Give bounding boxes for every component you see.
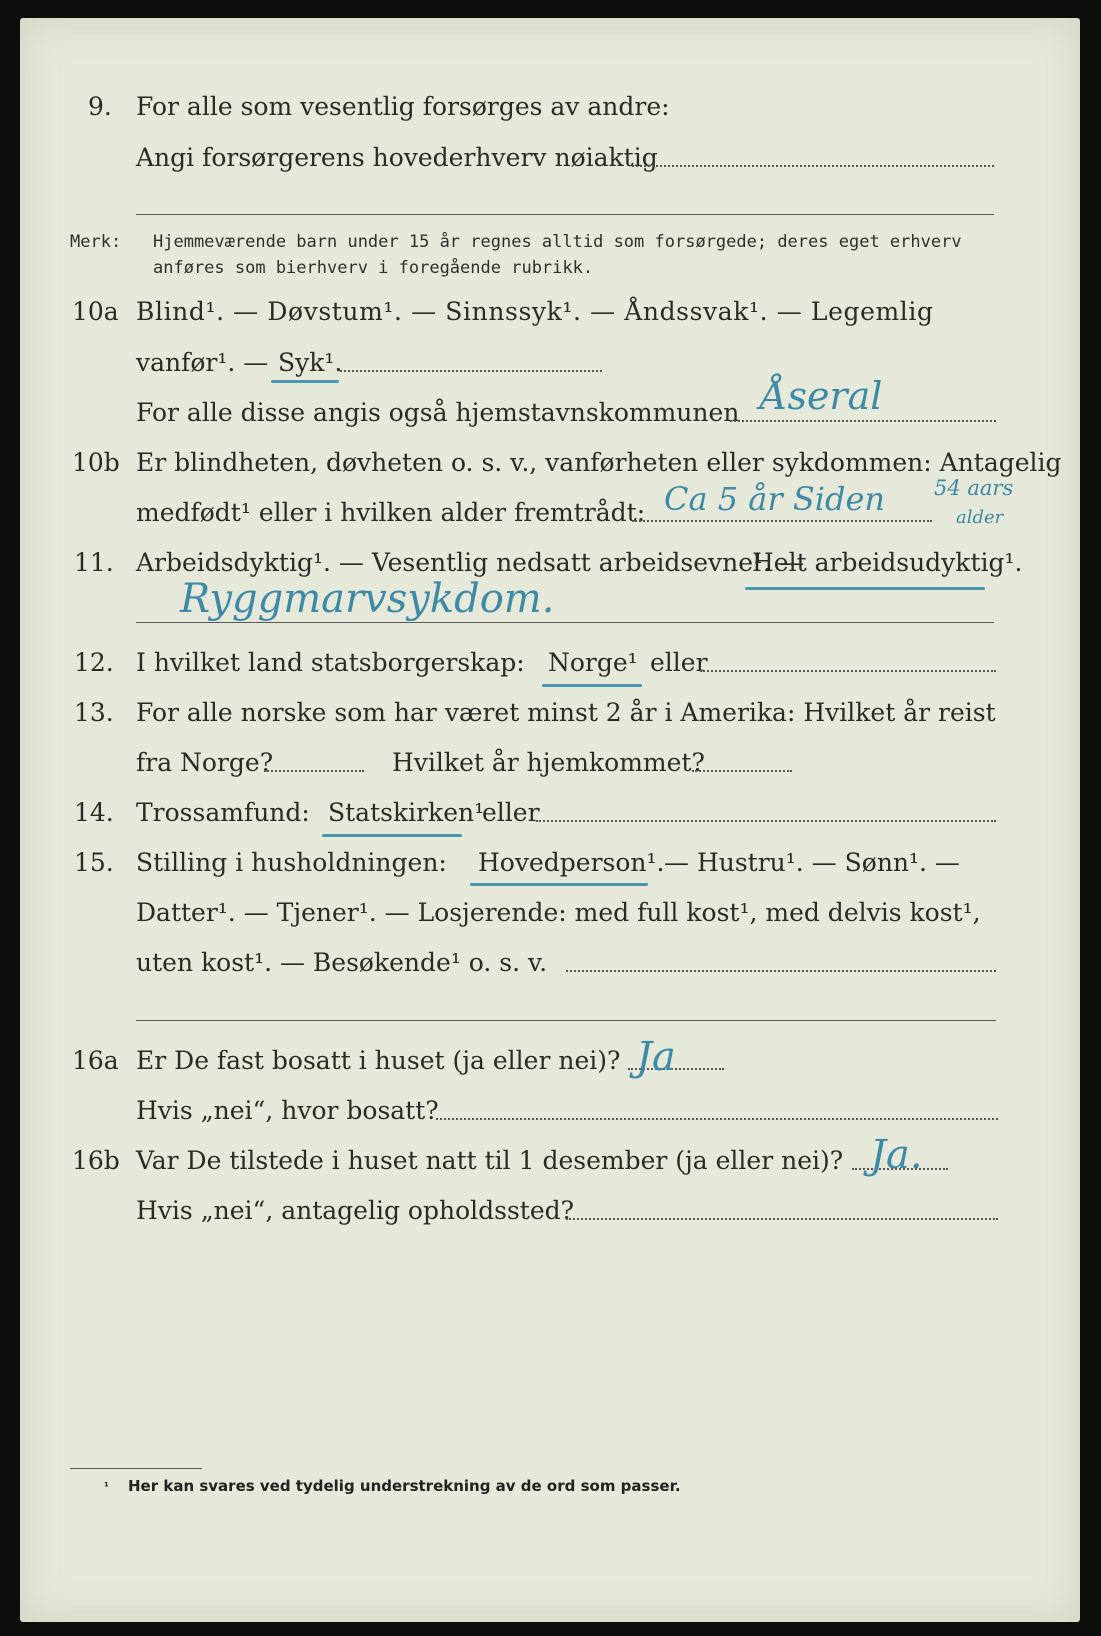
question-text: For alle norske som har været minst 2 år i Amerika: Hvilket år reist [136, 698, 996, 727]
question-text: vanfør¹. — [136, 348, 269, 377]
question-text: eller [482, 798, 540, 827]
question-number: 13. [74, 698, 114, 727]
handwritten-note: 54 aars [934, 476, 1014, 500]
answer-line [700, 670, 996, 672]
option-syk: Syk¹. [278, 348, 343, 377]
answer-line [536, 820, 996, 822]
question-10a-line-2 [0, 348, 1101, 392]
question-number: 15. [74, 848, 114, 877]
question-number: 10b [72, 448, 120, 477]
option-statskirken: Statskirken¹ [328, 798, 485, 827]
question-15-line-2 [0, 898, 1101, 942]
note-text: anføres som bierhverv i foregående rubrikk. [153, 258, 594, 278]
question-text: I hvilket land statsborgerskap: [136, 648, 525, 677]
question-number: 12. [74, 648, 114, 677]
footnote-rule [70, 1468, 202, 1469]
question-text: Angi forsørgerens hovederhverv nøiaktig [136, 143, 658, 172]
question-text: Er De fast bosatt i huset (ja eller nei)? [136, 1046, 621, 1075]
question-text: medfødt¹ eller i hvilken alder fremtrådt: [136, 498, 646, 527]
answer-line [692, 770, 792, 772]
answer-line [566, 1218, 998, 1220]
question-number: 9. [88, 92, 112, 121]
answer-line [730, 420, 996, 422]
question-text: Hvis „nei“, antagelig opholdssted? [136, 1196, 575, 1225]
question-14 [0, 798, 1101, 842]
answer-line [340, 370, 602, 372]
option-helt-arbeidsudyktig: Helt arbeidsudyktig¹. [752, 548, 1023, 577]
underline-mark [322, 834, 462, 837]
question-9 [0, 92, 1101, 136]
handwritten-answer: Ja. [870, 1132, 923, 1178]
handwritten-answer: Ca 5 år Siden [664, 480, 885, 518]
question-text: eller [650, 648, 708, 677]
question-text: Er blindheten, døvheten o. s. v., vanførheten eller sykdommen: Antagelig [136, 448, 1062, 477]
handwritten-answer: Åseral [760, 374, 883, 418]
question-16b [0, 1146, 1101, 1190]
answer-line [136, 622, 994, 623]
question-text: Hvis „nei“, hvor bosatt? [136, 1096, 439, 1125]
question-text: Var De tilstede i huset natt til 1 desember (ja eller nei)? [136, 1146, 844, 1175]
question-text: — Hustru¹. — Sønn¹. — [664, 848, 960, 877]
option-hovedperson: Hovedperson¹. [478, 848, 665, 877]
footnote-mark: ¹ [104, 1480, 109, 1493]
underline-mark [745, 587, 985, 590]
note-label: Merk: [70, 232, 122, 252]
question-15-line-3 [0, 948, 1101, 992]
question-number: 14. [74, 798, 114, 827]
answer-line [632, 520, 932, 522]
question-text: Trossamfund: [136, 798, 310, 827]
note-text: Hjemmeværende barn under 15 år regnes alltid som forsørgede; deres eget erhverv [153, 232, 962, 252]
answer-line [264, 770, 364, 772]
underline-mark [470, 883, 648, 886]
question-text: Datter¹. — Tjener¹. — Losjerende: med full kost¹, med delvis kost¹, [136, 898, 981, 927]
question-10b-line-2 [0, 498, 1101, 542]
answer-line [566, 970, 996, 972]
answer-line [436, 1118, 998, 1120]
question-16a-line-2 [0, 1096, 1101, 1140]
question-13-line-2 [0, 748, 1101, 792]
underline-mark [542, 684, 642, 687]
question-text: Arbeidsdyktig¹. — Vesentlig nedsatt arbeidsevne¹. — [136, 548, 804, 577]
question-10a-line-3 [0, 398, 1101, 442]
question-text: Hvilket år hjemkommet? [392, 748, 705, 777]
question-16a [0, 1046, 1101, 1090]
question-10a [0, 297, 1101, 341]
question-text: Blind¹. — Døvstum¹. — Sinnssyk¹. — Åndssvak¹. — Legemlig [136, 297, 934, 326]
answer-line [136, 1020, 996, 1021]
question-13 [0, 698, 1101, 742]
question-number: 10a [72, 297, 119, 326]
question-16b-line-2 [0, 1196, 1101, 1240]
answer-line [136, 214, 994, 215]
question-number: 16a [72, 1046, 119, 1075]
question-text: Stilling i husholdningen: [136, 848, 447, 877]
question-number: 16b [72, 1146, 120, 1175]
question-text: For alle disse angis også hjemstavnskommunen [136, 398, 740, 427]
handwritten-answer: Ryggmarvsykdom. [180, 576, 555, 622]
footnote-text: Her kan svares ved tydelig understrekning av de ord som passer. [128, 1477, 681, 1495]
handwritten-note: alder [956, 507, 1004, 528]
question-text: fra Norge? [136, 748, 274, 777]
question-9-line-2 [0, 143, 1101, 187]
handwritten-answer: Ja [636, 1034, 676, 1080]
option-norge: Norge¹ [548, 648, 638, 677]
question-text: For alle som vesentlig forsørges av andre: [136, 92, 670, 121]
question-text: uten kost¹. — Besøkende¹ o. s. v. [136, 948, 548, 977]
answer-line [632, 165, 994, 167]
underline-mark [271, 380, 339, 383]
question-number: 11. [74, 548, 114, 577]
